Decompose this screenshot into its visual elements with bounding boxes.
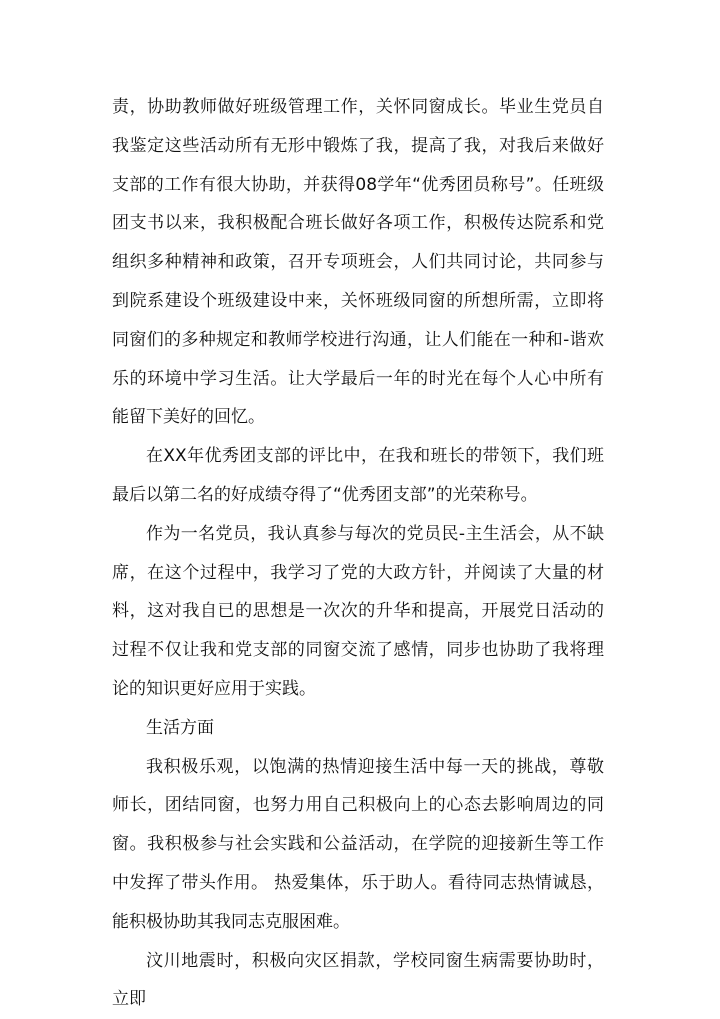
paragraph-award: 在XX年优秀团支部的评比中，在我和班长的带领下，我们班最后以第二名的好成绩夺得了“优秀团支部”的光荣称号。 xyxy=(112,446,604,505)
paragraph-earthquake: 汶川地震时，积极向灾区捐款，学校同窗生病需要协助时，立即 xyxy=(112,950,604,1010)
paragraph-life: 我积极乐观，以饱满的热情迎接生活中每一天的挑战，尊敬师长，团结同窗，也努力用自己积极向上的心态去影响周边的同窗。我积极参与社会实践和公益活动，在学院的迎接新生等工作中发挥了带头作用。 热爱集体，乐于助人。看待同志热情诚恳，能积极协助其我同志克服困难。 xyxy=(112,756,604,932)
paragraph-party-member: 作为一名党员，我认真参与每次的党员民-主生活会，从不缺席，在这个过程中，我学习了党的大政方针，并阅读了大量的材料，这对我自已的思想是一次次的升华和提高，开展党日活动的过程不仅让我和党支部的同窗交流了感情，同步也协助了我将理论的知识更好应用于实践。 xyxy=(112,523,604,699)
document-body xyxy=(112,88,604,1019)
section-heading-life: 生活方面 xyxy=(146,717,214,738)
paragraph-continuation: 责，协助教师做好班级管理工作，关怀同窗成长。毕业生党员自我鉴定这些活动所有无形中锻炼了我，提高了我，对我后来做好支部的工作有很大协助，并获得08学年“优秀团员称号”。任班级团支书以来，我积极配合班长做好各项工作，积极传达院系和党组织多种精神和政策，召开专项班会，人们共同讨论，共同参与到院系建设个班级建设中来，关怀班级同窗的所想所需，立即将同窗们的多种规定和教师学校进行沟通，让人们能在一种和-谐欢乐的环境中学习生活。让大学最后一年的时光在每个人心中所有能留下美好的回忆。 xyxy=(112,97,604,428)
